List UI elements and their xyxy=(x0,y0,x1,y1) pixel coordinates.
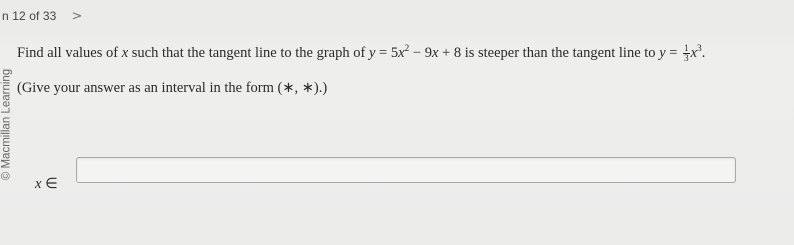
f1-x2: x xyxy=(431,45,439,61)
var-x: x xyxy=(121,45,129,61)
question-end: . xyxy=(701,45,706,61)
f1-exponent: 2 xyxy=(404,44,410,55)
f2-x: x xyxy=(690,45,697,61)
fraction-one-third xyxy=(683,44,690,63)
question-mid: such that the tangent line to the graph of xyxy=(128,45,369,61)
answer-label xyxy=(35,174,58,194)
f2-lhs: y xyxy=(659,45,666,61)
fraction-numerator: 1 xyxy=(684,43,689,54)
question-text xyxy=(17,43,787,63)
answer-format-hint: (Give your answer as an interval in the form (∗, ∗).) xyxy=(17,80,328,96)
f1-x: x xyxy=(398,45,405,61)
f1-rest: − 9 xyxy=(409,45,432,61)
f2-exponent: 3 xyxy=(697,44,702,55)
f1-lhs: y xyxy=(368,45,376,61)
f1-eq: = 5 xyxy=(375,45,399,61)
publisher-rail xyxy=(0,38,13,218)
next-question-button[interactable]: > xyxy=(71,8,83,24)
answer-var: x xyxy=(35,176,42,192)
element-of-symbol: ∈ xyxy=(41,176,58,192)
question-nav-bar xyxy=(0,0,794,34)
publisher-label: © Macmillan Learning xyxy=(0,68,13,181)
fraction-denominator: 3 xyxy=(684,53,689,64)
f1-tail: + 8 is steeper than the tangent line to xyxy=(438,45,660,61)
question-prefix: Find all values of xyxy=(17,45,122,61)
f2-eq: = xyxy=(665,45,682,61)
question-counter: n 12 of 33 xyxy=(2,9,57,23)
answer-input[interactable] xyxy=(76,157,736,183)
